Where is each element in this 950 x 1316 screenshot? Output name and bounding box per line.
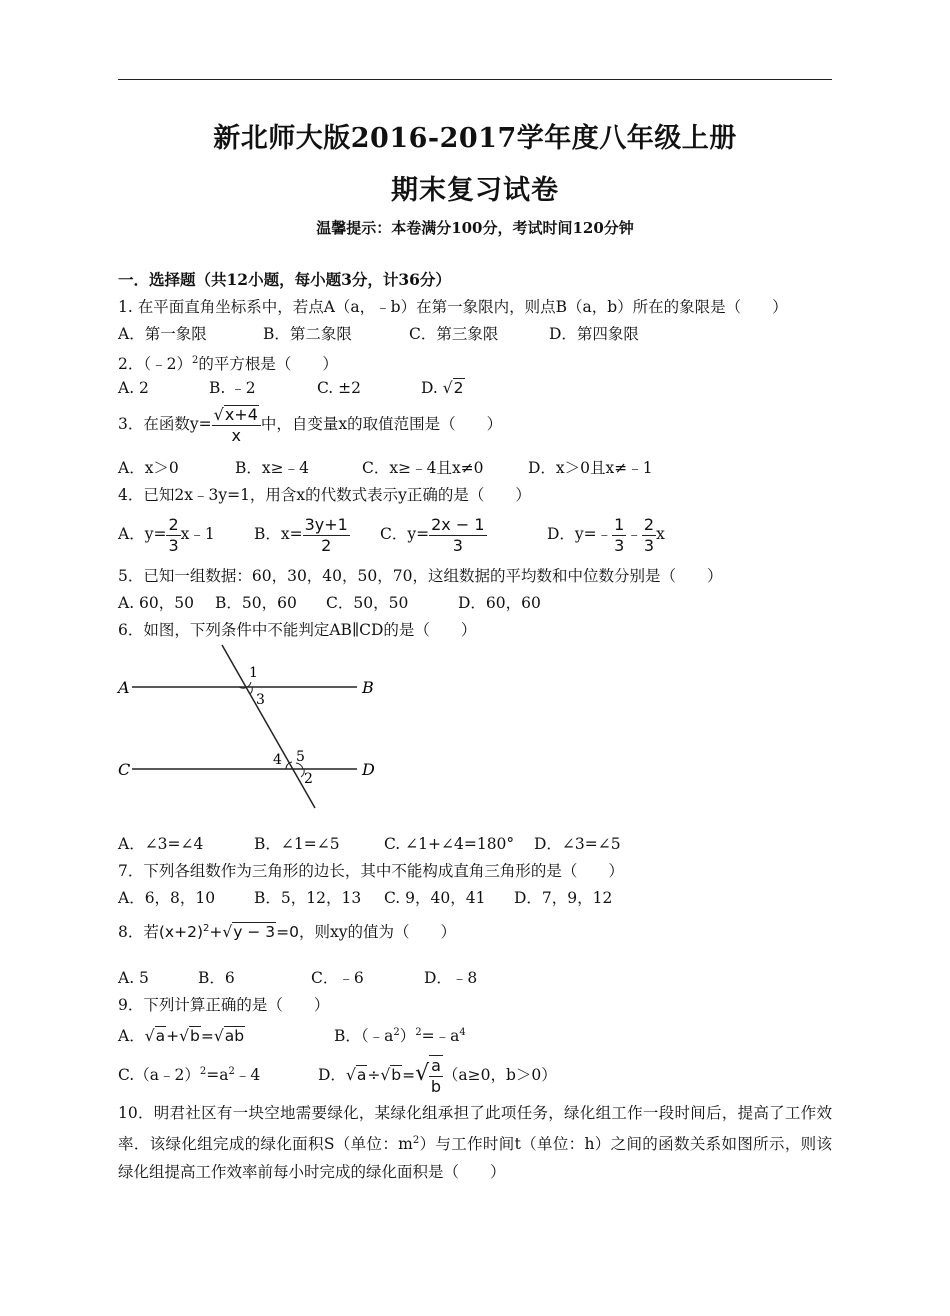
q3-fraction — [212, 405, 261, 446]
q10-text-post: ）与工作时间t（单位：h）之间的函数关系如图所示，则该绿化组提高工作效率前每小时完成的绿化面积是（ ） — [118, 1135, 832, 1182]
q3-option-c: C．x≥﹣4且x≠0 — [362, 459, 484, 477]
q2-option-a: A. 2 — [118, 379, 149, 397]
q4-option-b: B．x= $\frac{3y+1}{2}$ — [254, 514, 348, 555]
parallel-lines-figure — [112, 642, 382, 812]
q3-option-d: D．x＞0且x≠﹣1 — [528, 459, 653, 477]
question-9-options-ab — [118, 1021, 466, 1048]
q5-option-b: B．50，60 — [215, 594, 297, 612]
exam-tip: 温馨提示：本卷满分100分，考试时间120分钟 — [316, 219, 634, 237]
q7-option-c: C. 9，40，41 — [384, 889, 486, 907]
q2-option-c: C. ±2 — [317, 379, 362, 397]
q5-option-c: C．50，50 — [326, 594, 409, 612]
q8-stem-pre: 8．若 — [118, 923, 159, 942]
question-2-options — [118, 378, 465, 398]
q4-option-c: C．y= $\frac{2x - 1}{3}$ — [380, 514, 485, 555]
q1-option-d: D．第四象限 — [549, 325, 639, 343]
header-rule — [118, 79, 832, 80]
question-1-options — [118, 324, 639, 344]
q3-fraction-num: √x+4 — [212, 405, 261, 426]
q2-option-b: B. ﹣2 — [209, 379, 256, 397]
q8-option-d: D．﹣8 — [424, 969, 478, 987]
angle-label-4: 4 — [273, 752, 282, 768]
q7-option-d: D．7，9，12 — [514, 889, 613, 907]
q8-option-a: A. 5 — [118, 969, 149, 987]
q10-text-sup: 2 — [412, 1135, 420, 1146]
label-a: A — [118, 678, 130, 697]
angle-label-5: 5 — [296, 749, 305, 765]
question-5-stem: 5．已知一组数据：60，30，40，50，70，这组数据的平均数和中位数分别是（ ） — [118, 567, 723, 585]
q4-option-a: A．y= $\frac{2}{3}$ x﹣1 — [118, 514, 215, 555]
label-d: D — [362, 760, 375, 779]
q2-option-d-radicand: 2 — [453, 379, 464, 397]
q4-option-d: D．y=﹣ $\frac{1}{3}$ ﹣ $\frac{2}{3}$ x — [547, 514, 665, 555]
q6-option-d: D．∠3=∠5 — [534, 835, 621, 853]
question-7-options — [118, 888, 612, 908]
question-4-options — [118, 512, 665, 556]
q6-option-c: C. ∠1+∠4=180° — [384, 835, 515, 853]
q8-expression: $(x+2)^2+√y - 3=0$ — [158, 923, 300, 942]
question-9-stem: 9．下列计算正确的是（ ） — [118, 996, 330, 1014]
label-c: C — [118, 760, 131, 779]
question-6-options — [118, 834, 621, 854]
question-4-stem: 4．已知2x﹣3y=1，用含x的代数式表示y正确的是（ ） — [118, 486, 531, 504]
section-heading: 一．选择题（共12小题，每小题3分，计36分） — [118, 270, 451, 289]
q8-option-b: B．6 — [198, 969, 235, 987]
q1-option-a: A．第一象限 — [118, 325, 207, 343]
q5-option-a: A. 60，50 — [118, 594, 194, 612]
question-1-stem: 1. 在平面直角坐标系中，若点A（a，﹣b）在第一象限内，则点B（a，b）所在的象限是（ ） — [118, 298, 788, 316]
q9-option-c: $C.(a﹣2)^2=a^2﹣4$ — [118, 1066, 261, 1085]
label-b: B — [362, 678, 374, 697]
angle-label-3: 3 — [256, 692, 265, 708]
q3-option-b: B．x≥﹣4 — [235, 459, 309, 477]
q8-stem-post: ，则xy的值为（ ） — [299, 923, 457, 942]
q9-option-b: B．$(﹣a^2)^2=﹣a^4$ — [334, 1027, 466, 1046]
question-3-stem — [118, 404, 502, 446]
q3-stem-post: 中，自变量x的取值范围是（ ） — [260, 415, 503, 433]
question-9-options-cd — [118, 1052, 557, 1097]
question-7-stem: 7．下列各组数作为三角形的边长，其中不能构成直角三角形的是（ ） — [118, 862, 624, 880]
radical-sign: √ — [442, 379, 453, 397]
question-3-options — [118, 458, 653, 478]
q8-option-c: C．﹣6 — [311, 969, 364, 987]
q2-stem-pre: 2．（﹣2） — [118, 355, 192, 374]
q9-option-a: A．√a+√b=√ab — [118, 1027, 245, 1046]
angle-label-1: 1 — [249, 665, 258, 681]
question-6-stem: 6．如图，下列条件中不能判定AB∥CD的是（ ） — [118, 621, 477, 639]
transversal-line — [222, 645, 315, 808]
question-2-stem — [118, 351, 338, 374]
exam-subtitle: 期末复习试卷 — [391, 175, 559, 206]
q1-option-b: B．第二象限 — [263, 325, 352, 343]
question-10-text — [118, 1099, 832, 1186]
question-5-options — [118, 593, 541, 613]
q2-stem-post: 的平方根是（ ） — [198, 355, 338, 374]
angle-label-2: 2 — [304, 771, 313, 787]
q3-stem-pre: 3．在函数y= — [118, 415, 212, 433]
q5-option-d: D．60，60 — [458, 594, 541, 612]
q7-option-b: B．5，12，13 — [254, 889, 362, 907]
q10-text-pre: 10．明君社区有一块空地需要绿化，某绿化组承担了此项任务，绿化组工作一段时间后，提高了工作效率．该绿化组完成的绿化面积S（单位：m — [118, 1104, 832, 1154]
q2-option-d: D. — [421, 379, 443, 397]
q3-fraction-den: x — [231, 425, 241, 445]
exam-title: 新北师大版2016-2017学年度八年级上册 — [213, 123, 737, 154]
q3-option-a: A．x＞0 — [118, 459, 179, 477]
q2-stem-sup: 2 — [191, 355, 199, 366]
q1-option-c: C．第三象限 — [409, 325, 499, 343]
question-8-stem — [118, 915, 456, 946]
q7-option-a: A．6，8，10 — [118, 889, 216, 907]
q9-option-d: D．√a÷√b=√ $\frac{a}{b}$ （a≥0，b＞0） — [318, 1056, 557, 1097]
q6-option-a: A．∠3=∠4 — [118, 835, 204, 853]
question-8-options — [118, 968, 477, 988]
q6-option-b: B．∠1=∠5 — [254, 835, 340, 853]
q3-radicand: x+4 — [224, 404, 258, 424]
angle-arc-3 — [250, 687, 252, 694]
